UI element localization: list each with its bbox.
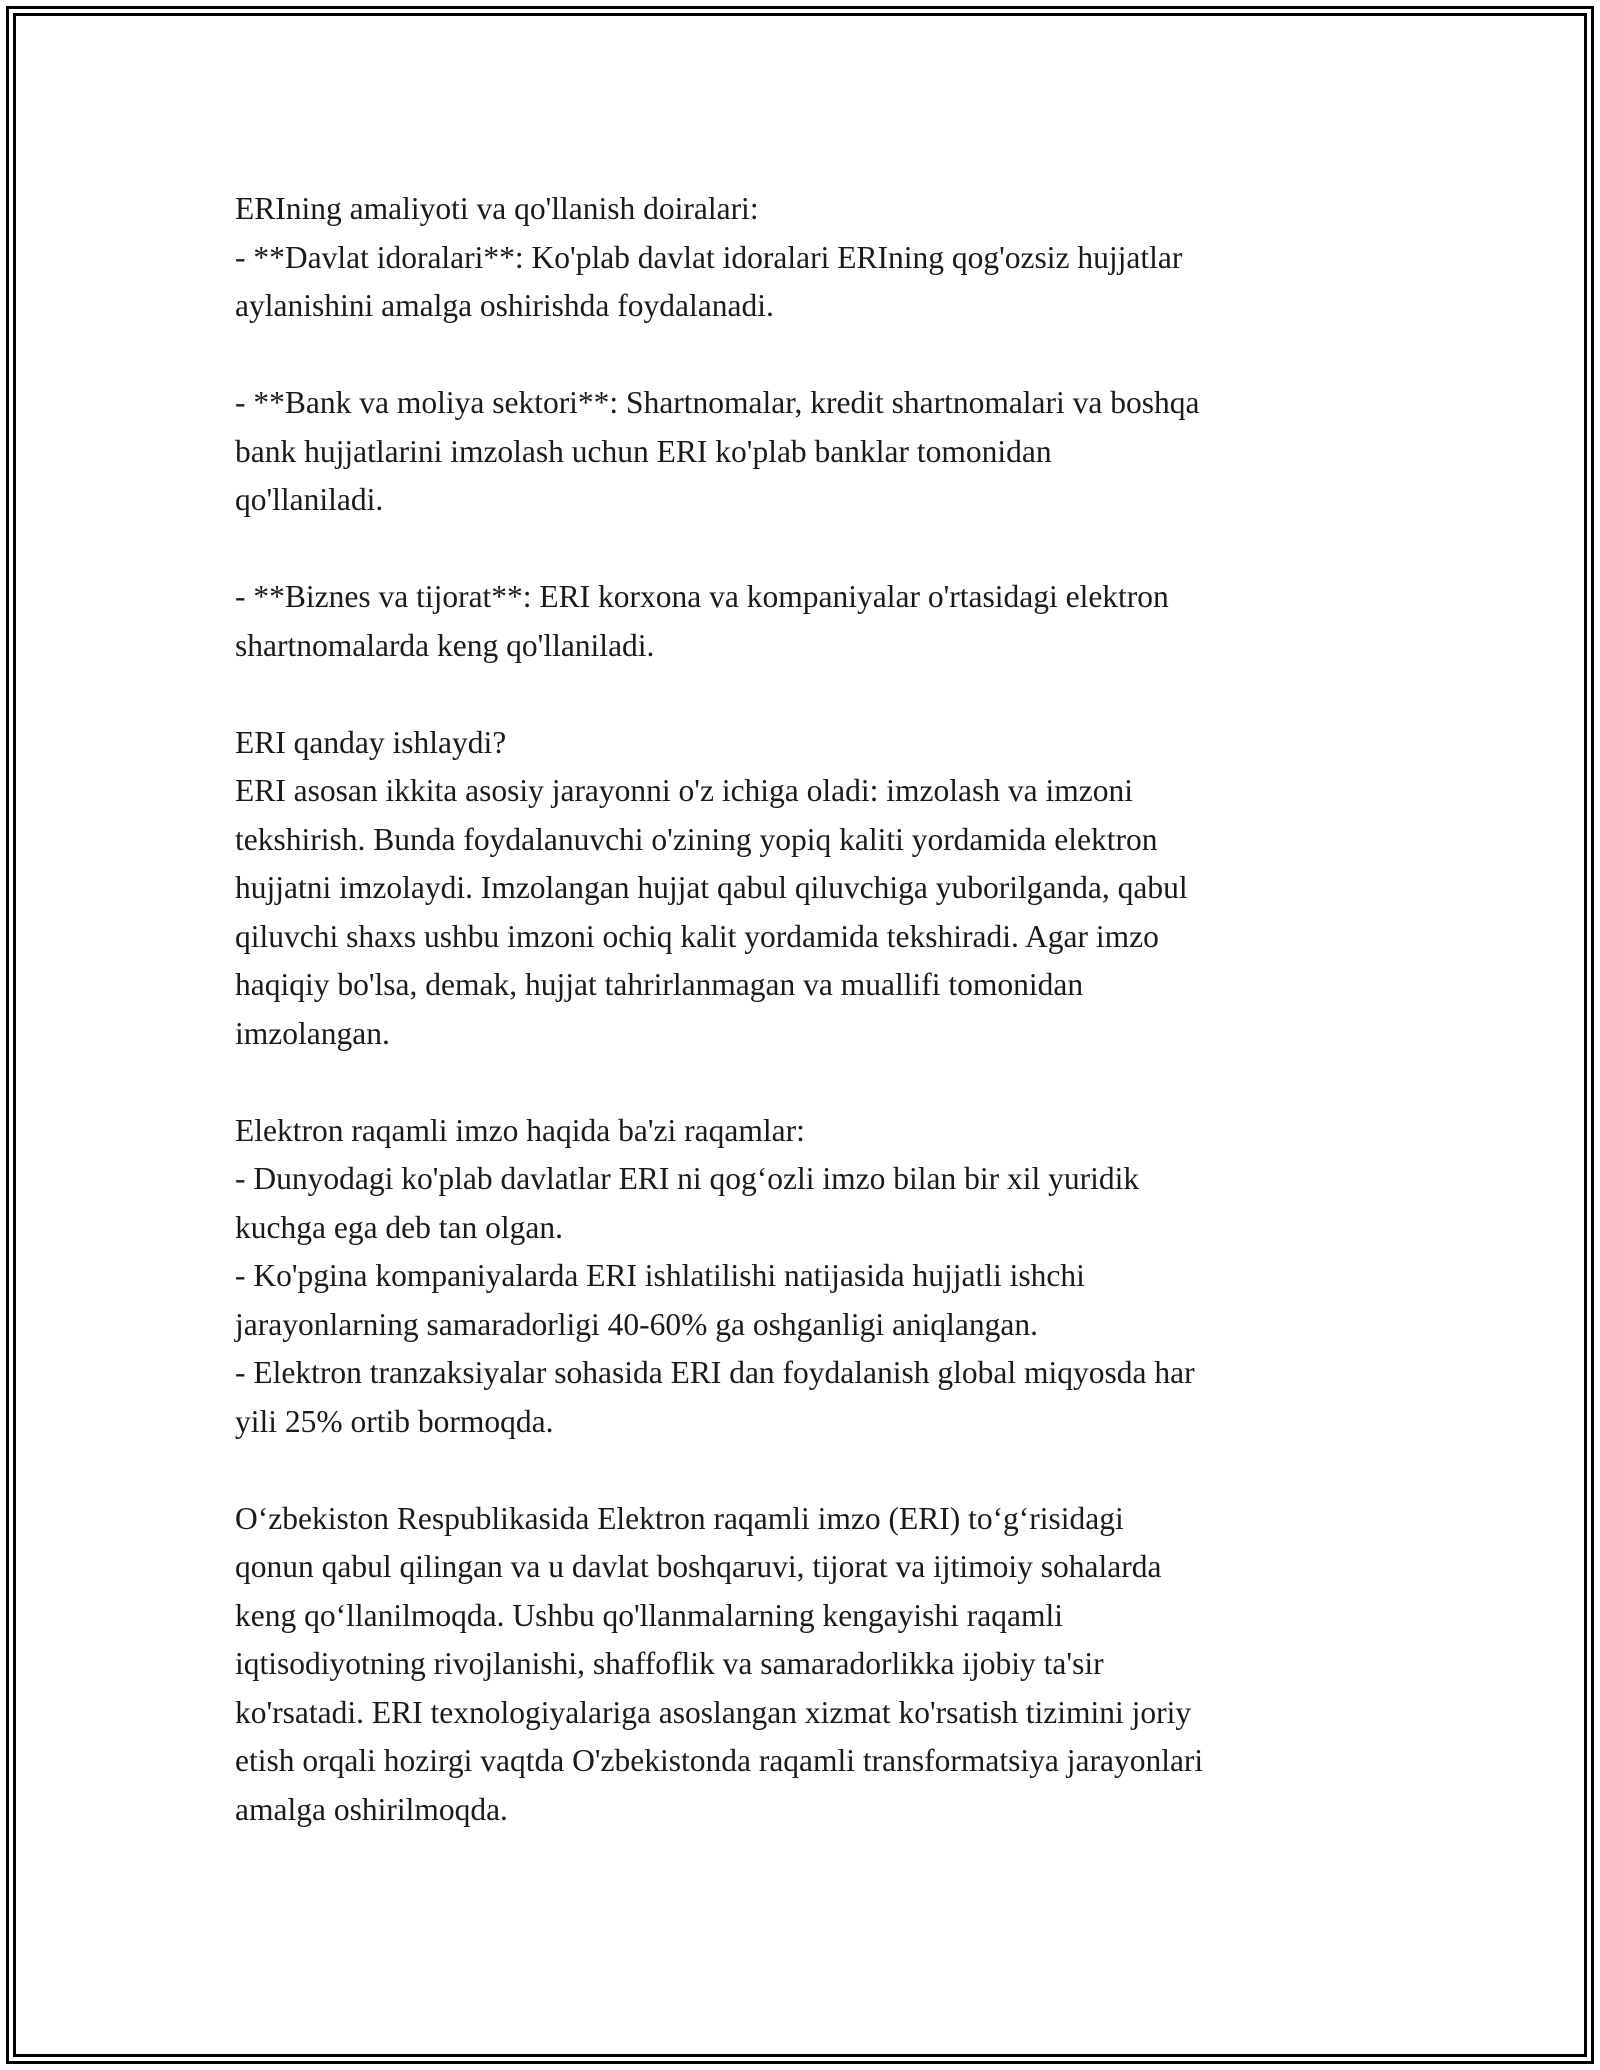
- text-line: qonun qabul qilingan va u davlat boshqaruvi, tijorat va ijtimoiy sohalarda: [235, 1549, 1162, 1584]
- paragraph-spacer: [235, 670, 1385, 719]
- list-item-stat-2: [235, 1252, 1385, 1349]
- text-line: O‘zbekiston Respublikasida Elektron raqamli imzo (ERI) to‘g‘risidagi: [235, 1500, 1124, 1536]
- text-line: - Ko'pgina kompaniyalarda ERI ishlatilishi natijasida hujjatli ishchi: [235, 1258, 1085, 1293]
- section-heading-stats: Elektron raqamli imzo haqida ba'zi raqamlar:: [235, 1112, 805, 1148]
- list-item-stat-3: [235, 1349, 1385, 1446]
- text-line: haqiqiy bo'lsa, demak, hujjat tahrirlanmagan va muallifi tomonidan: [235, 967, 1084, 1002]
- text-line: tekshirish. Bunda foydalanuvchi o'zining yopiq kaliti yordamida elektron: [235, 821, 1158, 857]
- text-line: bank hujjatlarini imzolash uchun ERI ko'plab banklar tomonidan: [235, 433, 1052, 469]
- text-line: - **Biznes va tijorat**: ERI korxona va kompaniyalar o'rtasidagi elektron: [235, 579, 1169, 614]
- paragraph-spacer: [235, 331, 1385, 380]
- text-line: amalga oshirilmoqda.: [235, 1791, 508, 1827]
- text-line: shartnomalarda keng qo'llaniladi.: [235, 627, 655, 663]
- text-line: qiluvchi shaxs ushbu imzoni ochiq kalit yordamida tekshiradi. Agar imzo: [235, 918, 1159, 954]
- text-line: hujjatni imzolaydi. Imzolangan hujjat qabul qiluvchiga yuborilganda, qabul: [235, 870, 1188, 905]
- text-line: keng qo‘llanilmoqda. Ushbu qo'llanmalarning kengayishi raqamli: [235, 1597, 1063, 1633]
- paragraph-spacer: [235, 1446, 1385, 1495]
- text-line: yili 25% ortib bormoqda.: [235, 1403, 554, 1439]
- list-item-bank: [235, 379, 1385, 525]
- text-line: - Dunyodagi ko'plab davlatlar ERI ni qog‘ozli imzo bilan bir xil yuridik: [235, 1161, 1140, 1196]
- text-line: ERI asosan ikkita asosiy jarayonni o'z ichiga oladi: imzolash va imzoni: [235, 773, 1133, 808]
- text-line: aylanishini amalga oshirishda foydalanadi.: [235, 288, 774, 323]
- text-line: kuchga ega deb tan olgan.: [235, 1209, 563, 1245]
- paragraph-how: [235, 767, 1385, 1058]
- text-line: ko'rsatadi. ERI texnologiyalariga asoslangan xizmat ko'rsatish tizimini joriy: [235, 1694, 1192, 1730]
- text-line: imzolangan.: [235, 1015, 390, 1051]
- paragraph-spacer: [235, 1058, 1385, 1107]
- document-body: [235, 185, 1385, 1834]
- list-item-stat-1: [235, 1155, 1385, 1252]
- text-line: qo'llaniladi.: [235, 482, 384, 517]
- text-line: - **Davlat idoralari**: Ko'plab davlat idoralari ERIning qog'ozsiz hujjatlar: [235, 239, 1183, 275]
- section-heading-how: ERI qanday ishlaydi?: [235, 724, 507, 760]
- section-heading-uses: ERIning amaliyoti va qo'llanish doiralari:: [235, 191, 759, 226]
- text-line: - **Bank va moliya sektori**: Shartnomalar, kredit shartnomalari va boshqa: [235, 385, 1200, 420]
- paragraph-uzbekistan: [235, 1495, 1385, 1835]
- text-line: jarayonlarning samaradorligi 40-60% ga oshganligi aniqlangan.: [235, 1306, 1039, 1342]
- list-item-business: [235, 573, 1385, 670]
- text-line: etish orqali hozirgi vaqtda O'zbekistonda raqamli transformatsiya jarayonlari: [235, 1743, 1204, 1778]
- paragraph-spacer: [235, 525, 1385, 574]
- text-line: iqtisodiyotning rivojlanishi, shaffoflik va samaradorlikka ijobiy ta'sir: [235, 1646, 1104, 1681]
- list-item-government: [235, 234, 1385, 331]
- text-line: - Elektron tranzaksiyalar sohasida ERI dan foydalanish global miqyosda har: [235, 1355, 1195, 1390]
